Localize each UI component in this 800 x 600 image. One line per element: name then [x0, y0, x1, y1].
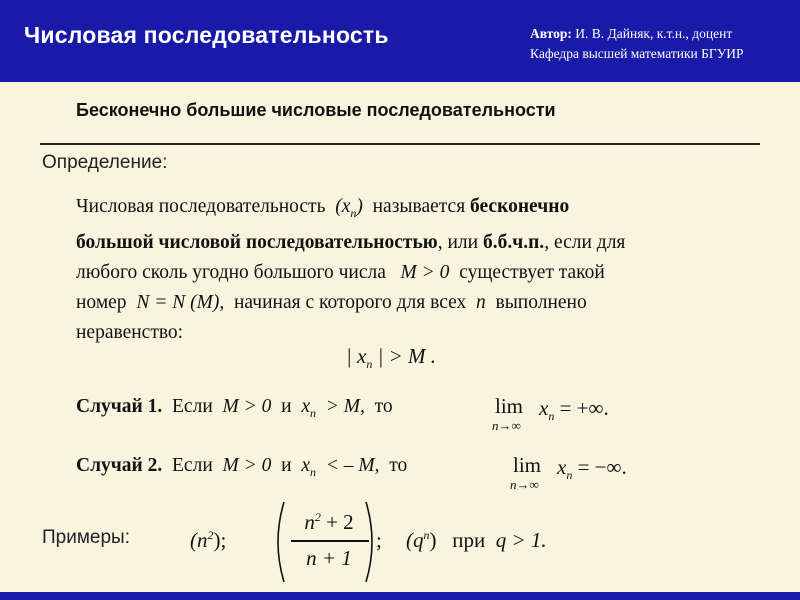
ex1-base: (n — [190, 528, 208, 552]
fraction-numerator — [287, 510, 371, 535]
definition-line-1 — [76, 192, 776, 228]
ex3-condition: q > 1. — [495, 528, 547, 552]
def-term: бесконечно — [470, 196, 570, 217]
case-label: Случай 1. — [76, 396, 163, 417]
lim-sub: n — [548, 409, 555, 424]
fraction-bar — [291, 540, 369, 542]
definition-line-4 — [76, 288, 776, 318]
ineq-sub: n — [366, 357, 373, 372]
math-index: N = N (M), — [136, 291, 225, 313]
case-text: и — [281, 396, 292, 417]
seq-close: ) — [356, 196, 363, 217]
left-paren — [278, 502, 284, 582]
inequality-formula — [346, 344, 436, 372]
lim-expr — [557, 455, 627, 483]
seq-sub: n — [350, 205, 357, 220]
def-text: начиная с которого для всех — [233, 291, 467, 313]
author-name: И. В. Дайняк, к.т.н., доцент — [575, 26, 733, 41]
case-text: то — [374, 396, 393, 417]
author-block — [530, 24, 744, 64]
case-cond: < – M, — [325, 455, 380, 476]
case-label: Случай 2. — [76, 455, 163, 476]
example-2-separator: ; — [376, 528, 382, 552]
definition-line-2 — [76, 228, 776, 258]
x-var: x — [301, 455, 310, 476]
lim-under: n→∞ — [510, 477, 539, 492]
ex3-power: n — [423, 528, 430, 542]
ex1-power: 2 — [207, 528, 214, 542]
ineq-right: | > M . — [377, 344, 437, 368]
def-text: , или — [437, 231, 479, 253]
ineq-left: | x — [346, 344, 367, 368]
def-text: Числовая последовательность — [76, 196, 326, 217]
title-divider — [40, 143, 760, 145]
department-name: Кафедра высшей математики БГУИР — [530, 46, 744, 61]
case-1 — [76, 396, 393, 421]
case-cond: > M, — [325, 396, 365, 417]
lim-word: lim — [495, 394, 524, 418]
x-var: x — [301, 396, 310, 417]
math-condition: M > 0 — [400, 261, 450, 283]
slide-subtitle: Бесконечно большие числовые последовательности — [76, 100, 556, 120]
math-var: n — [476, 291, 486, 313]
examples-label: Примеры: — [42, 527, 130, 548]
presentation-title: Числовая последовательность — [24, 22, 389, 48]
def-text: , если для — [544, 231, 626, 253]
fraction-denominator: n + 1 — [306, 546, 352, 570]
footer-bar — [0, 592, 800, 600]
lim-expr — [539, 396, 609, 424]
seq-open: (x — [335, 196, 351, 217]
ex3-base: (q — [406, 528, 424, 552]
case-text: Если — [172, 396, 213, 417]
def-abbrev: б.б.ч.п. — [482, 231, 545, 253]
definition-label: Определение: — [42, 152, 168, 173]
author-label: Автор: — [530, 26, 572, 41]
def-text: существует такой — [459, 261, 605, 283]
num-power: 2 — [314, 510, 321, 524]
def-text: выполнено — [495, 291, 587, 313]
lim-under: n→∞ — [492, 418, 521, 433]
x-sub: n — [310, 464, 316, 479]
lim-x: x — [557, 455, 567, 479]
definition-line-5: неравенство: — [76, 321, 184, 343]
seq-notation — [335, 196, 363, 220]
lim-word: lim — [513, 453, 542, 477]
case-2 — [76, 455, 407, 480]
case-cond: M > 0 — [222, 396, 272, 417]
lim-sub: n — [566, 468, 573, 483]
header-bar — [0, 0, 800, 82]
definition-line-3 — [76, 258, 776, 288]
num-rest: + 2 — [320, 510, 354, 534]
definition-text — [76, 192, 776, 348]
def-text: любого сколь угодно большого числа — [76, 261, 386, 283]
lim-rhs: = −∞. — [577, 455, 627, 479]
lim-rhs: = +∞. — [559, 396, 609, 420]
def-text: называется — [372, 196, 466, 217]
case-text: Если — [172, 455, 213, 476]
example-3 — [406, 528, 547, 553]
case-x — [301, 455, 316, 479]
ex1-close: ); — [213, 528, 227, 552]
ex3-when: при — [452, 528, 486, 552]
case-x — [301, 396, 316, 420]
case-cond: M > 0 — [222, 455, 272, 476]
case-text: то — [389, 455, 408, 476]
ex3-close: ) — [429, 528, 437, 552]
example-1 — [190, 528, 226, 553]
lim-x: x — [539, 396, 549, 420]
num-var: n — [304, 510, 315, 534]
case-text: и — [281, 455, 292, 476]
def-text: номер — [76, 291, 127, 313]
def-term: большой числовой последовательностью — [76, 231, 438, 253]
x-sub: n — [310, 405, 316, 420]
